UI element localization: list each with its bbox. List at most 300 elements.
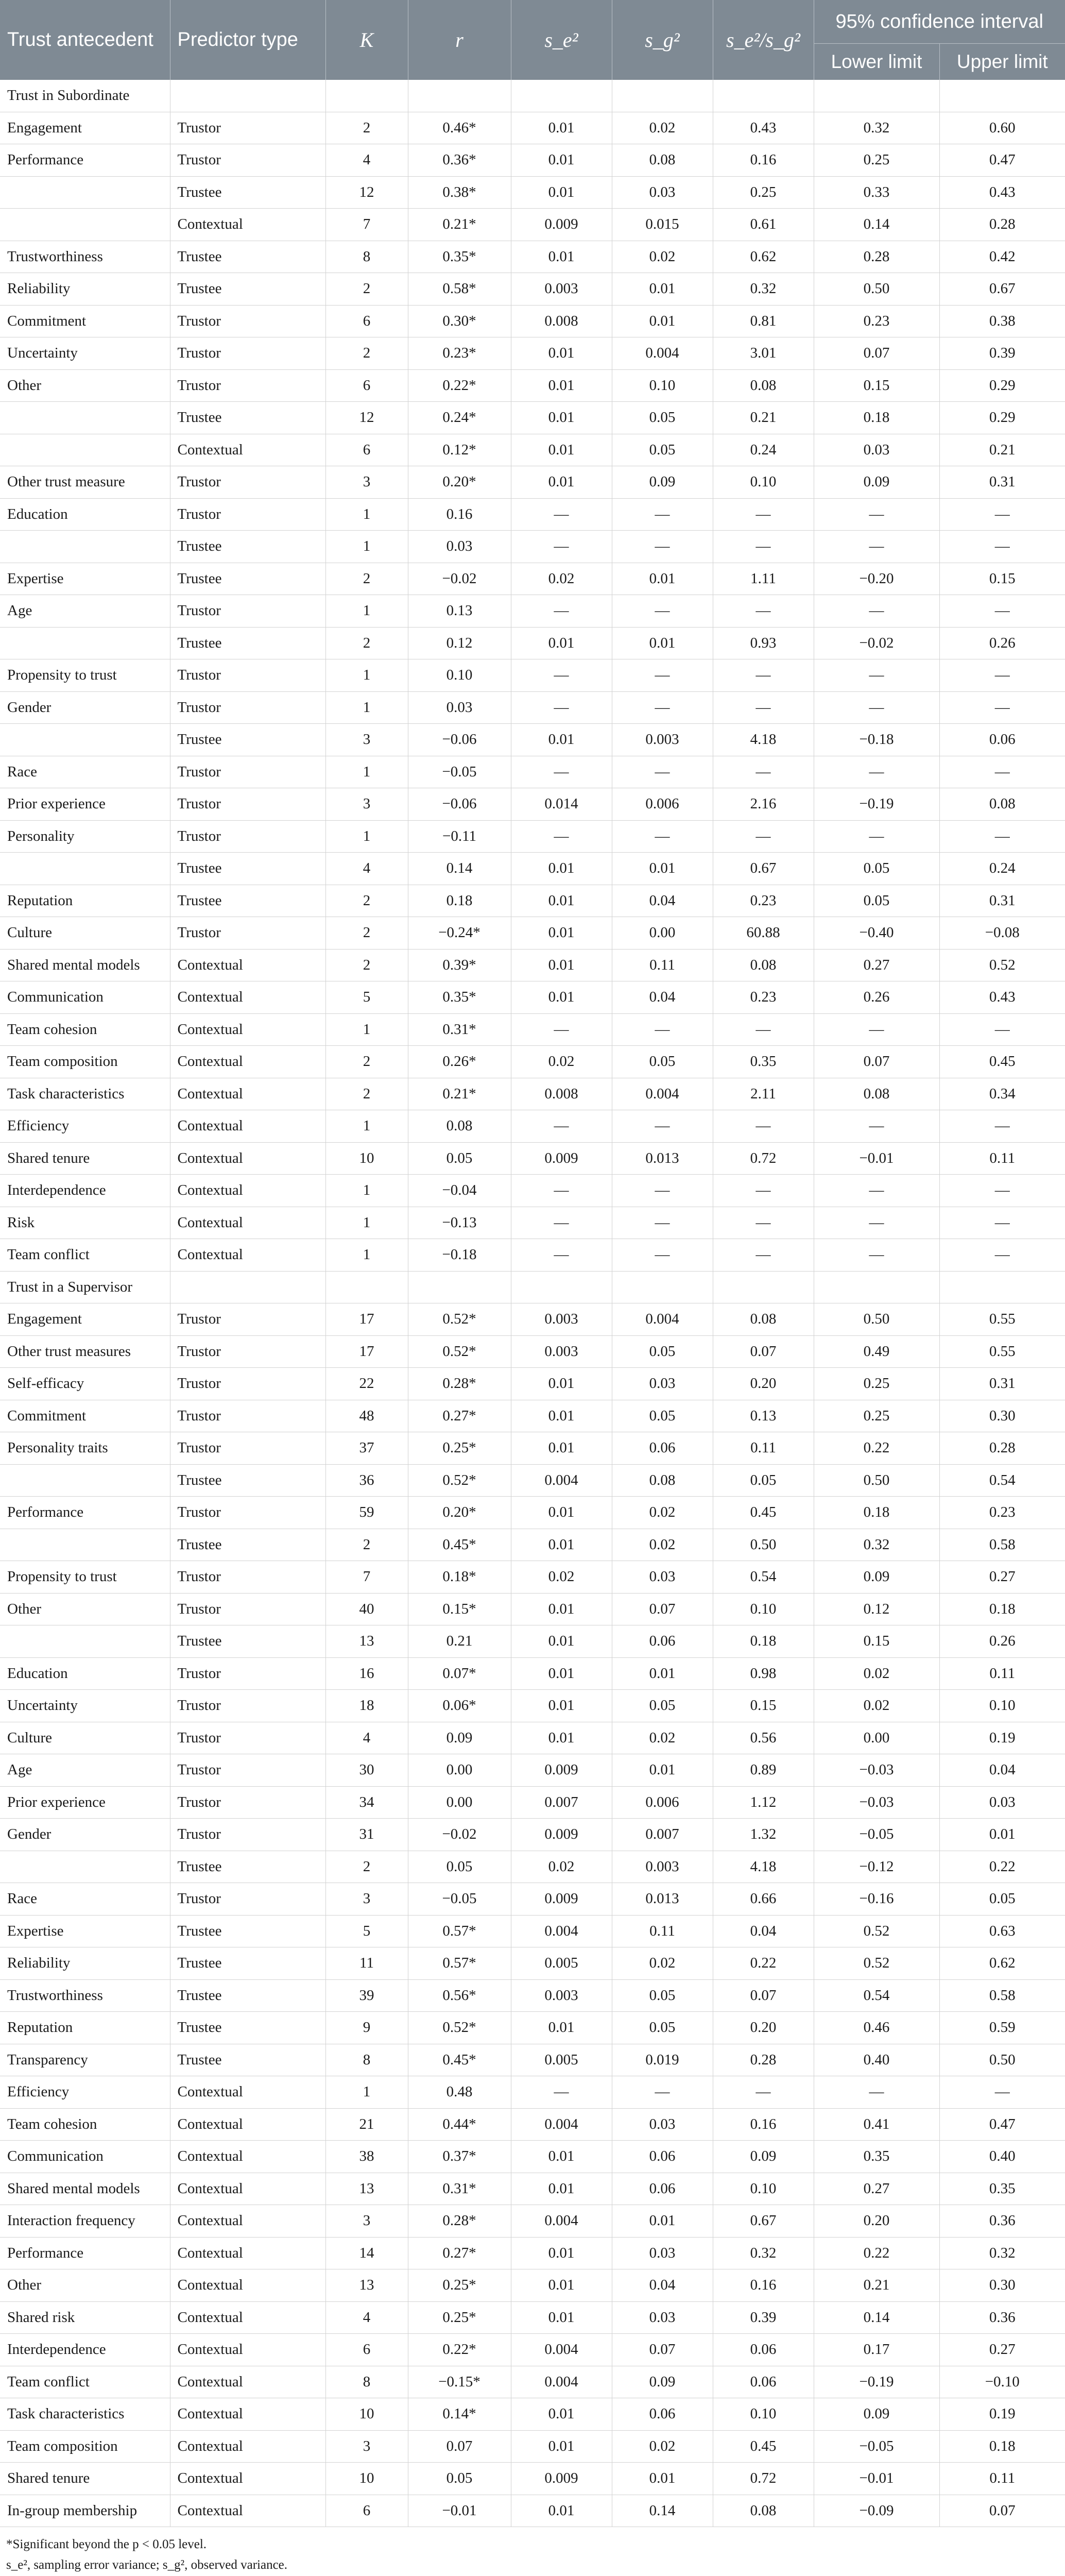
cell-antecedent <box>0 434 170 466</box>
cell-lower: 0.07 <box>814 337 939 370</box>
cell-sg2: 0.02 <box>612 2430 713 2463</box>
cell-upper <box>939 80 1065 112</box>
cell-antecedent <box>0 1851 170 1883</box>
cell-upper: 0.43 <box>939 176 1065 209</box>
cell-ratio: 60.88 <box>713 917 814 950</box>
cell-se2: 0.01 <box>511 1497 612 1529</box>
cell-lower: −0.05 <box>814 1819 939 1851</box>
cell-predictor: Trustee <box>170 402 325 434</box>
cell-predictor: Trustor <box>170 1593 325 1625</box>
cell-predictor: Trustor <box>170 1432 325 1465</box>
cell-se2: — <box>511 659 612 692</box>
cell-lower: −0.01 <box>814 2463 939 2495</box>
cell-se2: 0.01 <box>511 2398 612 2431</box>
cell-lower: 0.41 <box>814 2108 939 2141</box>
table-row <box>0 724 1065 756</box>
cell-r: 0.30* <box>408 305 511 337</box>
cell-r: 0.45* <box>408 1529 511 1561</box>
cell-ratio: 0.72 <box>713 1142 814 1175</box>
cell-antecedent: Commitment <box>0 1400 170 1432</box>
cell-se2: 0.01 <box>511 917 612 950</box>
cell-r: 0.20* <box>408 1497 511 1529</box>
cell-upper: — <box>939 659 1065 692</box>
cell-antecedent: Age <box>0 595 170 628</box>
cell-r: −0.06 <box>408 788 511 821</box>
cell-r: 0.07 <box>408 2430 511 2463</box>
cell-sg2: — <box>612 1013 713 1046</box>
cell-lower: −0.12 <box>814 1851 939 1883</box>
cell-sg2: 0.06 <box>612 1625 713 1658</box>
cell-ratio <box>713 1271 814 1303</box>
cell-antecedent: Shared risk <box>0 2301 170 2334</box>
cell-ratio: — <box>713 2076 814 2109</box>
cell-ratio: 0.11 <box>713 1432 814 1465</box>
table-row <box>0 917 1065 950</box>
cell-upper: 0.35 <box>939 2173 1065 2205</box>
cell-predictor: Trustor <box>170 1657 325 1690</box>
cell-upper: 0.31 <box>939 885 1065 917</box>
cell-antecedent: Communication <box>0 2141 170 2173</box>
cell-k: 1 <box>325 595 408 628</box>
cell-ratio: 0.98 <box>713 1657 814 1690</box>
cell-k: 36 <box>325 1464 408 1497</box>
cell-se2: 0.01 <box>511 1690 612 1722</box>
cell-r: 0.38* <box>408 176 511 209</box>
cell-ratio: — <box>713 1110 814 1143</box>
cell-ratio: — <box>713 1175 814 1207</box>
cell-se2: 0.02 <box>511 1046 612 1078</box>
cell-ratio: 0.67 <box>713 2205 814 2238</box>
cell-predictor: Trustor <box>170 305 325 337</box>
table-row <box>0 2076 1065 2109</box>
cell-k <box>325 1271 408 1303</box>
cell-se2: 0.01 <box>511 949 612 981</box>
cell-predictor: Contextual <box>170 2398 325 2431</box>
cell-antecedent: Personality <box>0 820 170 853</box>
cell-predictor: Contextual <box>170 1175 325 1207</box>
cell-sg2: 0.01 <box>612 1754 713 1787</box>
table-row <box>0 1175 1065 1207</box>
cell-k: 5 <box>325 981 408 1014</box>
cell-antecedent: Gender <box>0 1819 170 1851</box>
cell-sg2: — <box>612 1110 713 1143</box>
cell-predictor: Trustor <box>170 788 325 821</box>
cell-predictor: Trustor <box>170 820 325 853</box>
cell-k: 59 <box>325 1497 408 1529</box>
cell-upper: 0.21 <box>939 434 1065 466</box>
cell-sg2: 0.14 <box>612 2495 713 2527</box>
table-row <box>0 1013 1065 1046</box>
cell-k: 3 <box>325 2205 408 2238</box>
cell-sg2: 0.019 <box>612 2044 713 2076</box>
cell-upper <box>939 1271 1065 1303</box>
cell-se2: — <box>511 1175 612 1207</box>
cell-upper: 0.31 <box>939 1368 1065 1400</box>
cell-ratio: 2.11 <box>713 1078 814 1110</box>
cell-antecedent: Race <box>0 756 170 788</box>
cell-antecedent: Shared mental models <box>0 2173 170 2205</box>
cell-sg2: 0.03 <box>612 1561 713 1594</box>
cell-antecedent: Interaction frequency <box>0 2205 170 2238</box>
cell-sg2: 0.04 <box>612 885 713 917</box>
cell-sg2: 0.006 <box>612 788 713 821</box>
cell-lower: — <box>814 1207 939 1239</box>
cell-r: 0.00 <box>408 1786 511 1819</box>
cell-r: 0.14 <box>408 853 511 885</box>
cell-ratio: — <box>713 498 814 531</box>
cell-upper: 0.19 <box>939 2398 1065 2431</box>
cell-predictor: Trustee <box>170 1979 325 2012</box>
table-row <box>0 498 1065 531</box>
cell-antecedent <box>0 627 170 659</box>
cell-sg2: — <box>612 498 713 531</box>
cell-sg2: 0.015 <box>612 209 713 241</box>
cell-sg2: 0.05 <box>612 1400 713 1432</box>
cell-predictor: Trustee <box>170 2012 325 2044</box>
cell-upper: 0.59 <box>939 2012 1065 2044</box>
cell-ratio: 0.16 <box>713 144 814 177</box>
cell-se2: 0.004 <box>511 2108 612 2141</box>
cell-ratio: 0.22 <box>713 1947 814 1980</box>
cell-se2: 0.01 <box>511 2141 612 2173</box>
cell-antecedent: Team cohesion <box>0 1013 170 1046</box>
cell-k: 14 <box>325 2237 408 2269</box>
cell-antecedent: Shared tenure <box>0 2463 170 2495</box>
cell-antecedent <box>0 209 170 241</box>
cell-k: 5 <box>325 1915 408 1947</box>
table-row <box>0 1239 1065 1272</box>
cell-sg2: — <box>612 1207 713 1239</box>
cell-upper: −0.10 <box>939 2366 1065 2398</box>
cell-antecedent <box>0 176 170 209</box>
cell-antecedent: Culture <box>0 1722 170 1754</box>
cell-sg2: 0.02 <box>612 1497 713 1529</box>
cell-k: 17 <box>325 1335 408 1368</box>
cell-k: 4 <box>325 853 408 885</box>
table-row <box>0 1464 1065 1497</box>
cell-r: 0.24* <box>408 402 511 434</box>
cell-se2: 0.01 <box>511 241 612 273</box>
cell-ratio: 0.07 <box>713 1335 814 1368</box>
cell-ratio: 0.10 <box>713 1593 814 1625</box>
cell-predictor: Trustee <box>170 627 325 659</box>
cell-lower: — <box>814 1239 939 1272</box>
cell-upper: 0.47 <box>939 144 1065 177</box>
cell-lower: 0.33 <box>814 176 939 209</box>
cell-k: 2 <box>325 337 408 370</box>
cell-lower: 0.25 <box>814 1368 939 1400</box>
cell-r: 0.39* <box>408 949 511 981</box>
cell-sg2: 0.01 <box>612 563 713 595</box>
cell-predictor: Trustor <box>170 144 325 177</box>
cell-lower: 0.52 <box>814 1915 939 1947</box>
cell-r: 0.52* <box>408 1464 511 1497</box>
cell-upper: 0.54 <box>939 1464 1065 1497</box>
cell-r: 0.22* <box>408 2334 511 2366</box>
cell-r: 0.37* <box>408 2141 511 2173</box>
cell-antecedent: Personality traits <box>0 1432 170 1465</box>
table-row <box>0 1497 1065 1529</box>
table-row <box>0 1819 1065 1851</box>
cell-predictor <box>170 1271 325 1303</box>
cell-lower: — <box>814 820 939 853</box>
cell-lower: 0.40 <box>814 2044 939 2076</box>
cell-predictor: Trustee <box>170 1915 325 1947</box>
cell-r: 0.00 <box>408 1754 511 1787</box>
table-row <box>0 788 1065 821</box>
cell-predictor: Trustor <box>170 691 325 724</box>
cell-ratio: 0.45 <box>713 1497 814 1529</box>
cell-antecedent: Shared mental models <box>0 949 170 981</box>
cell-se2: 0.004 <box>511 2205 612 2238</box>
cell-k: 13 <box>325 1625 408 1658</box>
table-row <box>0 1754 1065 1787</box>
cell-sg2: 0.02 <box>612 1529 713 1561</box>
cell-lower: 0.26 <box>814 981 939 1014</box>
table-row <box>0 756 1065 788</box>
cell-antecedent: Risk <box>0 1207 170 1239</box>
cell-se2: 0.005 <box>511 1947 612 1980</box>
cell-upper: 0.11 <box>939 2463 1065 2495</box>
cell-antecedent: Team composition <box>0 1046 170 1078</box>
cell-antecedent: Task characteristics <box>0 2398 170 2431</box>
cell-ratio: — <box>713 756 814 788</box>
cell-k: 3 <box>325 466 408 499</box>
table-row <box>0 1142 1065 1175</box>
cell-antecedent: Race <box>0 1883 170 1916</box>
table-row <box>0 2495 1065 2527</box>
cell-ratio: 4.18 <box>713 724 814 756</box>
cell-lower: 0.18 <box>814 402 939 434</box>
cell-upper: 0.19 <box>939 1722 1065 1754</box>
cell-sg2: 0.05 <box>612 402 713 434</box>
cell-sg2: 0.007 <box>612 1819 713 1851</box>
cell-r: 0.52* <box>408 1303 511 1336</box>
cell-sg2: 0.10 <box>612 369 713 402</box>
cell-predictor: Trustee <box>170 241 325 273</box>
cell-predictor: Trustee <box>170 563 325 595</box>
cell-upper: 0.28 <box>939 209 1065 241</box>
cell-r: 0.25* <box>408 2269 511 2302</box>
table-row <box>0 434 1065 466</box>
cell-antecedent: Communication <box>0 981 170 1014</box>
cell-se2: 0.01 <box>511 1657 612 1690</box>
cell-ratio: 0.06 <box>713 2334 814 2366</box>
cell-r: −0.18 <box>408 1239 511 1272</box>
cell-sg2: 0.06 <box>612 2173 713 2205</box>
cell-se2: 0.01 <box>511 724 612 756</box>
cell-lower: 0.15 <box>814 1625 939 1658</box>
cell-predictor: Trustor <box>170 1819 325 1851</box>
cell-lower: −0.18 <box>814 724 939 756</box>
cell-k: 12 <box>325 402 408 434</box>
cell-k: 21 <box>325 2108 408 2141</box>
cell-lower: — <box>814 531 939 563</box>
cell-predictor: Trustor <box>170 1561 325 1594</box>
table-row <box>0 1400 1065 1432</box>
cell-k: 4 <box>325 144 408 177</box>
table-row <box>0 241 1065 273</box>
cell-se2: 0.009 <box>511 209 612 241</box>
table-row <box>0 2173 1065 2205</box>
cell-ratio: 0.50 <box>713 1529 814 1561</box>
cell-upper: 0.62 <box>939 1947 1065 1980</box>
cell-r: 0.07* <box>408 1657 511 1690</box>
cell-se2: 0.01 <box>511 2301 612 2334</box>
table-row <box>0 1529 1065 1561</box>
cell-se2: 0.009 <box>511 1819 612 1851</box>
cell-r: 0.18 <box>408 885 511 917</box>
cell-ratio: 0.67 <box>713 853 814 885</box>
cell-antecedent: In-group membership <box>0 2495 170 2527</box>
cell-predictor: Contextual <box>170 1013 325 1046</box>
cell-upper: 0.32 <box>939 2237 1065 2269</box>
cell-k: 1 <box>325 1013 408 1046</box>
cell-k: 12 <box>325 176 408 209</box>
cell-upper: 0.10 <box>939 1690 1065 1722</box>
cell-se2: — <box>511 2076 612 2109</box>
cell-ratio: 0.16 <box>713 2269 814 2302</box>
cell-ratio: 0.66 <box>713 1883 814 1916</box>
cell-antecedent: Team conflict <box>0 1239 170 1272</box>
cell-antecedent: Team conflict <box>0 2366 170 2398</box>
cell-r: 0.21 <box>408 1625 511 1658</box>
cell-sg2: 0.01 <box>612 2463 713 2495</box>
cell-lower <box>814 80 939 112</box>
cell-lower: −0.05 <box>814 2430 939 2463</box>
cell-ratio: 0.08 <box>713 1303 814 1336</box>
cell-se2: 0.01 <box>511 2495 612 2527</box>
cell-lower: 0.18 <box>814 1497 939 1529</box>
cell-lower: 0.05 <box>814 885 939 917</box>
cell-antecedent: Culture <box>0 917 170 950</box>
cell-antecedent: Expertise <box>0 563 170 595</box>
cell-ratio: 1.11 <box>713 563 814 595</box>
cell-upper: 0.03 <box>939 1786 1065 1819</box>
cell-ratio: — <box>713 820 814 853</box>
cell-lower: — <box>814 595 939 628</box>
cell-sg2: 0.03 <box>612 2108 713 2141</box>
cell-se2: 0.014 <box>511 788 612 821</box>
cell-predictor: Contextual <box>170 1239 325 1272</box>
cell-k: 3 <box>325 724 408 756</box>
table-row <box>0 2398 1065 2431</box>
cell-k: 1 <box>325 2076 408 2109</box>
cell-upper: — <box>939 691 1065 724</box>
cell-se2: — <box>511 531 612 563</box>
cell-se2: — <box>511 691 612 724</box>
cell-k: 4 <box>325 1722 408 1754</box>
cell-r: 0.27* <box>408 2237 511 2269</box>
cell-lower: 0.50 <box>814 1464 939 1497</box>
cell-se2: 0.02 <box>511 1851 612 1883</box>
table-row <box>0 1561 1065 1594</box>
cell-ratio: 0.39 <box>713 2301 814 2334</box>
cell-predictor: Contextual <box>170 1110 325 1143</box>
cell-ratio: — <box>713 531 814 563</box>
cell-predictor: Trustor <box>170 337 325 370</box>
cell-lower: — <box>814 691 939 724</box>
cell-predictor: Trustor <box>170 756 325 788</box>
table-row <box>0 80 1065 112</box>
cell-ratio: 0.18 <box>713 1625 814 1658</box>
cell-ratio: 4.18 <box>713 1851 814 1883</box>
cell-antecedent: Interdependence <box>0 1175 170 1207</box>
cell-sg2: 0.05 <box>612 1046 713 1078</box>
cell-k: 34 <box>325 1786 408 1819</box>
cell-ratio: 0.72 <box>713 2463 814 2495</box>
cell-k: 13 <box>325 2269 408 2302</box>
cell-lower: −0.16 <box>814 1883 939 1916</box>
cell-k: 8 <box>325 2044 408 2076</box>
cell-antecedent <box>0 1625 170 1658</box>
table-row <box>0 2334 1065 2366</box>
cell-ratio: 0.32 <box>713 2237 814 2269</box>
cell-k: 2 <box>325 563 408 595</box>
cell-predictor: Trustor <box>170 1497 325 1529</box>
cell-predictor: Trustor <box>170 595 325 628</box>
cell-se2: 0.01 <box>511 1529 612 1561</box>
cell-antecedent: Performance <box>0 2237 170 2269</box>
cell-se2: 0.004 <box>511 1464 612 1497</box>
cell-upper: 0.30 <box>939 2269 1065 2302</box>
cell-antecedent: Engagement <box>0 1303 170 1336</box>
cell-antecedent: Propensity to trust <box>0 1561 170 1594</box>
cell-sg2: 0.01 <box>612 627 713 659</box>
cell-r: 0.13 <box>408 595 511 628</box>
header-se2: s_e² <box>511 0 612 80</box>
cell-k: 2 <box>325 112 408 144</box>
cell-k: 2 <box>325 949 408 981</box>
cell-predictor: Contextual <box>170 2205 325 2238</box>
table-row <box>0 1078 1065 1110</box>
cell-se2: 0.004 <box>511 2366 612 2398</box>
cell-se2: 0.008 <box>511 1078 612 1110</box>
cell-sg2: — <box>612 756 713 788</box>
cell-ratio: 0.28 <box>713 2044 814 2076</box>
cell-predictor: Trustor <box>170 466 325 499</box>
cell-se2: — <box>511 1207 612 1239</box>
cell-lower: 0.32 <box>814 112 939 144</box>
cell-sg2: 0.004 <box>612 1078 713 1110</box>
cell-sg2: 0.03 <box>612 2301 713 2334</box>
cell-r: 0.31* <box>408 2173 511 2205</box>
cell-se2: 0.02 <box>511 1561 612 1594</box>
cell-lower: 0.35 <box>814 2141 939 2173</box>
significance-note: *Significant beyond the p < 0.05 level. <box>6 2537 207 2551</box>
cell-sg2: 0.01 <box>612 1657 713 1690</box>
cell-lower: −0.09 <box>814 2495 939 2527</box>
cell-lower: −0.02 <box>814 627 939 659</box>
cell-sg2: 0.04 <box>612 2269 713 2302</box>
cell-k: 2 <box>325 1046 408 1078</box>
cell-sg2: 0.05 <box>612 434 713 466</box>
cell-ratio: 0.08 <box>713 949 814 981</box>
cell-se2: — <box>511 820 612 853</box>
table-header <box>0 0 1065 80</box>
cell-predictor: Contextual <box>170 1142 325 1175</box>
cell-k: 7 <box>325 209 408 241</box>
cell-r: 0.44* <box>408 2108 511 2141</box>
cell-k: 6 <box>325 369 408 402</box>
cell-r: −0.02 <box>408 563 511 595</box>
cell-lower: 0.22 <box>814 1432 939 1465</box>
cell-lower: 0.54 <box>814 1979 939 2012</box>
cell-predictor: Trustor <box>170 659 325 692</box>
cell-upper: 0.58 <box>939 1979 1065 2012</box>
cell-k: 1 <box>325 1110 408 1143</box>
cell-predictor: Contextual <box>170 2141 325 2173</box>
